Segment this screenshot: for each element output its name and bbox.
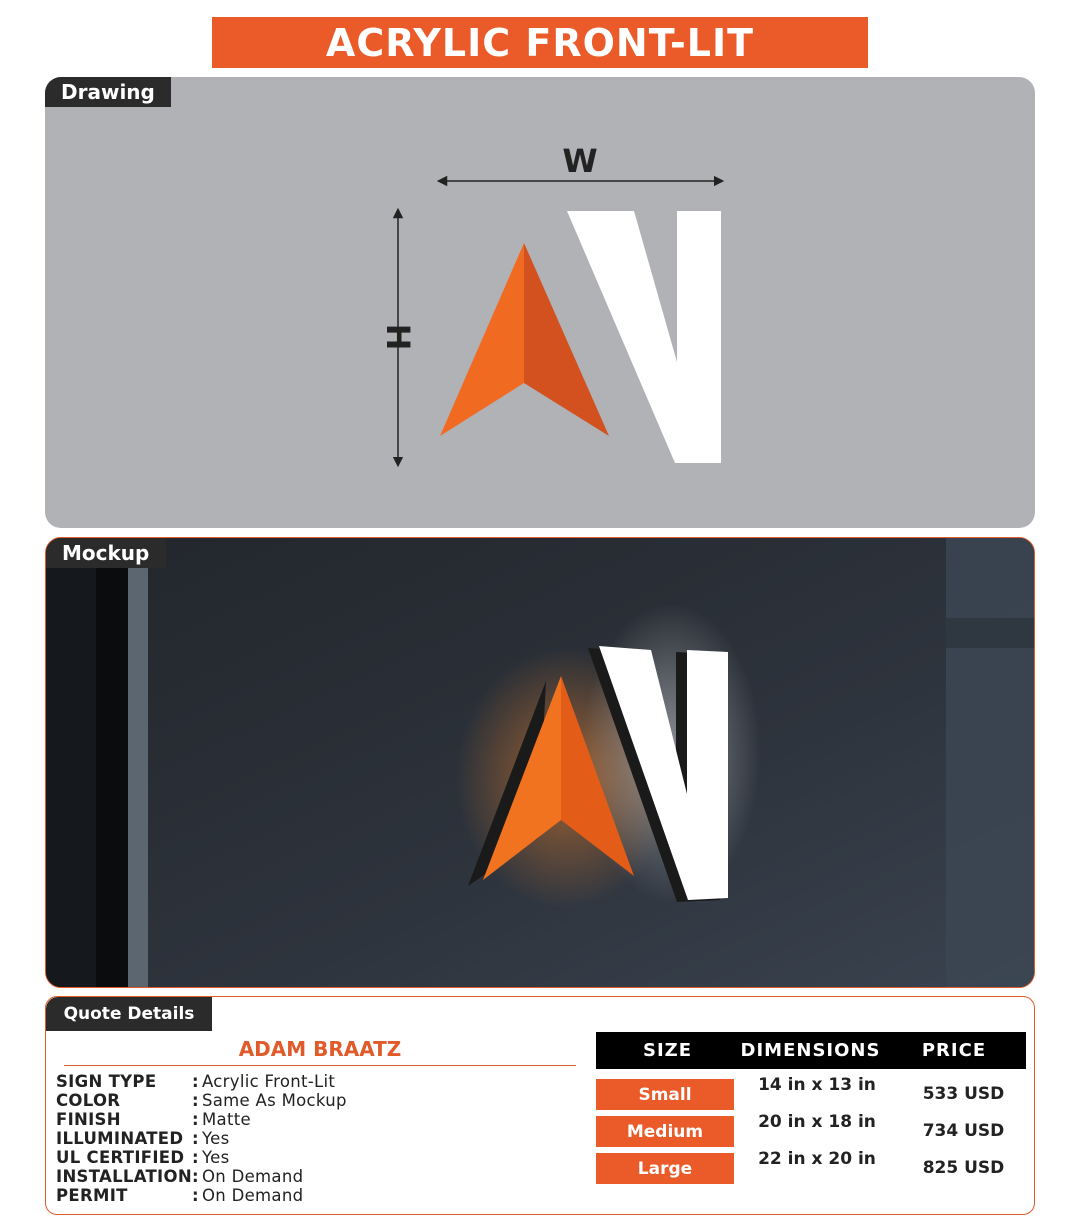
spec-row-permit [56, 1186, 347, 1205]
spec-value: On Demand [202, 1186, 304, 1205]
dimensions-cell: 14 in x 13 in [758, 1075, 876, 1095]
width-label: W [562, 142, 598, 180]
size-badge: Large [596, 1153, 734, 1184]
spec-value: Same As Mockup [202, 1091, 347, 1110]
spec-colon: : [192, 1186, 199, 1205]
mockup-illustration [46, 538, 1035, 988]
price-row-large [596, 1149, 1026, 1184]
spec-row-illuminated [56, 1129, 347, 1148]
spec-label: SIGN TYPE [56, 1072, 157, 1091]
price-cell: 734 USD [922, 1121, 1005, 1141]
quote-panel [45, 996, 1035, 1215]
spec-label: UL CERTIFIED [56, 1148, 185, 1167]
spec-colon: : [192, 1072, 199, 1091]
price-cell: 533 USD [922, 1084, 1005, 1104]
price-table-header [596, 1032, 1026, 1069]
spec-row-finish [56, 1110, 347, 1129]
spec-row-color [56, 1091, 347, 1110]
spec-colon: : [192, 1110, 199, 1129]
header-size: SIZE [642, 1040, 692, 1061]
customer-name: ADAM BRAATZ [64, 1037, 576, 1066]
price-row-medium [596, 1112, 1026, 1147]
spec-value: Yes [202, 1129, 230, 1148]
spec-colon: : [192, 1129, 199, 1148]
header-price: PRICE [921, 1040, 987, 1061]
spec-label: COLOR [56, 1091, 121, 1110]
drawing-tag: Drawing [45, 77, 171, 107]
size-badge: Small [596, 1079, 734, 1110]
spec-row-sign-type [56, 1072, 347, 1091]
size-badge: Medium [596, 1116, 734, 1147]
logo-drawing [440, 211, 721, 463]
height-label: H [379, 323, 417, 351]
spec-value: On Demand [202, 1167, 304, 1186]
spec-colon: : [192, 1167, 199, 1186]
dimensions-cell: 22 in x 20 in [758, 1149, 876, 1169]
quote-tag: Quote Details [46, 997, 212, 1031]
spec-colon: : [192, 1148, 199, 1167]
mockup-tag: Mockup [46, 538, 166, 568]
spec-value: Yes [202, 1148, 230, 1167]
mockup-panel [45, 537, 1035, 988]
price-row-small [596, 1075, 1026, 1110]
spec-value: Acrylic Front-Lit [202, 1072, 336, 1091]
drawing-panel [45, 77, 1035, 528]
page-title: ACRYLIC FRONT-LIT [212, 17, 868, 68]
price-cell: 825 USD [922, 1158, 1005, 1178]
header-dimensions: DIMENSIONS [740, 1040, 881, 1061]
spec-list [56, 1072, 347, 1205]
spec-label: PERMIT [56, 1186, 128, 1205]
spec-value: Matte [202, 1110, 251, 1129]
spec-row-ul-certified [56, 1148, 347, 1167]
spec-label: ILLUMINATED [56, 1129, 184, 1148]
spec-colon: : [192, 1091, 199, 1110]
dimensions-cell: 20 in x 18 in [758, 1112, 876, 1132]
spec-label: FINISH [56, 1110, 121, 1129]
spec-row-installation [56, 1167, 347, 1186]
spec-label: INSTALLATION [56, 1167, 192, 1186]
drawing-illustration [45, 77, 1035, 528]
